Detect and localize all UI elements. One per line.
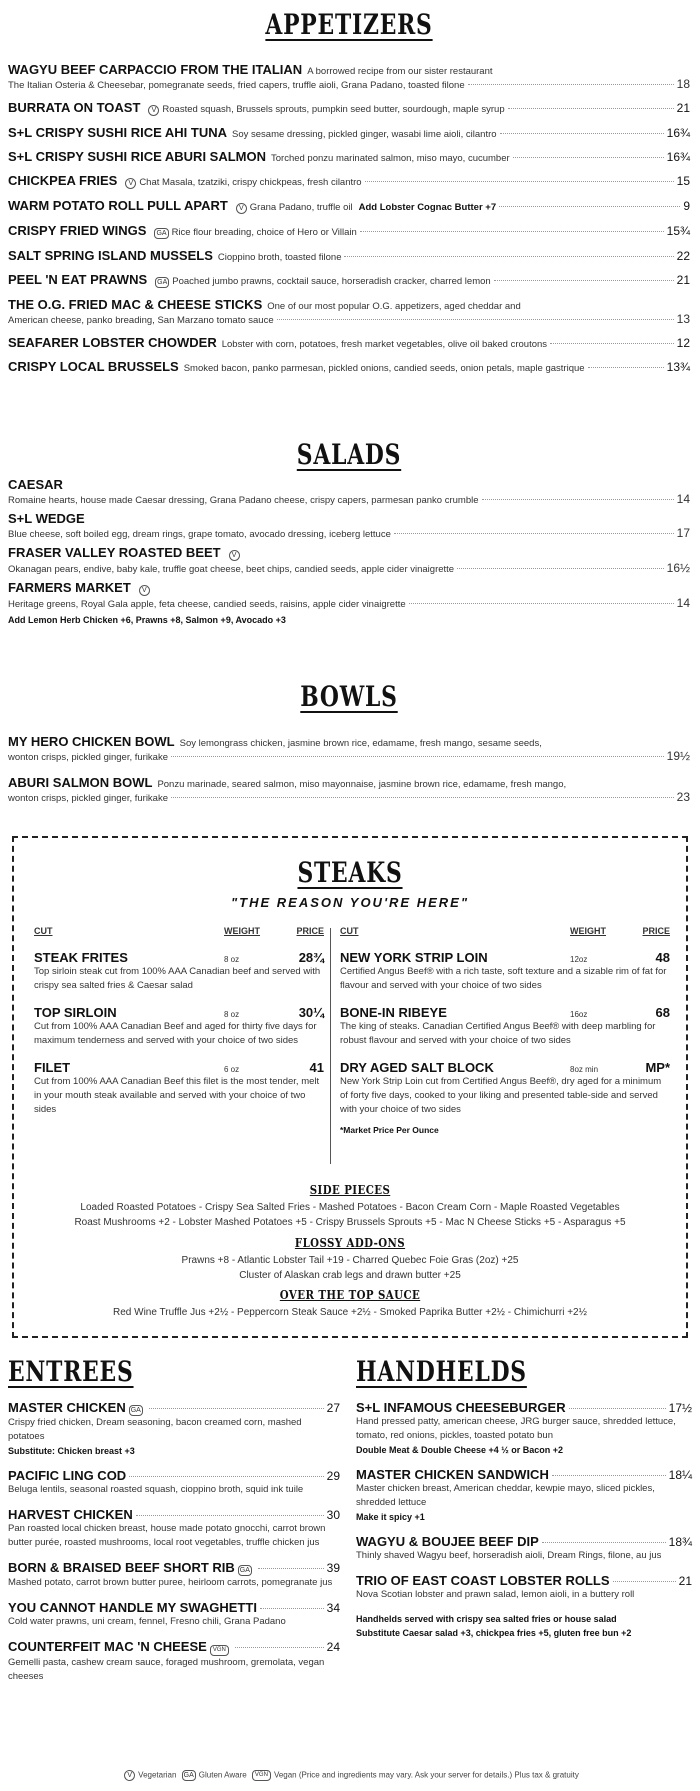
menu-item-header [356, 1467, 692, 1482]
steak-header [340, 950, 670, 965]
menu-item-price: 18¼ [668, 1468, 692, 1482]
menu-item-price: 21 [678, 1574, 692, 1588]
steaks-tagline: "THE REASON YOU'RE HERE" [231, 895, 469, 910]
menu-item-line [8, 580, 690, 596]
add-ons [14, 1236, 686, 1283]
menu-item-description: Romaine hearts, house made Caesar dressing, Grana Padano cheese, crispy capers, parmesan panko crumble [8, 495, 479, 506]
menu-item-description: Lobster with corn, potatoes, fresh market vegetables, olive oil baked croutons [221, 339, 548, 350]
menu-item-name: FARMERS MARKET [8, 580, 131, 595]
handhelds-note: Handhelds served with crispy sea salted fries or house salad [356, 1614, 617, 1624]
menu-item-description: Grana Padano, truffle oil [249, 202, 353, 213]
salad-addons-note: Add Lemon Herb Chicken +6, Prawns +8, Salmon +9, Avocado +3 [8, 615, 286, 625]
market-price-note: *Market Price Per Ounce [340, 1125, 439, 1135]
menu-item-line [8, 734, 690, 749]
menu-item-name: WAGYU BEEF CARPACCIO FROM THE ITALIAN [8, 62, 303, 77]
menu-item [8, 1468, 340, 1497]
menu-item-header [356, 1573, 692, 1588]
menu-item-description: Okanagan pears, endive, baby kale, truffle goat cheese, beet chips, candied seeds, apple cider vinaigrette [8, 564, 455, 575]
menu-item-line [8, 545, 690, 561]
menu-item-line [8, 248, 690, 263]
menu-item-line [8, 173, 690, 189]
dot-leader [136, 1515, 324, 1516]
menu-item-header [8, 1560, 340, 1576]
menu-item [8, 198, 690, 214]
menu-item-line [8, 596, 690, 610]
menu-item [8, 149, 690, 164]
menu-item [8, 335, 690, 350]
menu-item-substitute: Double Meat & Double Cheese +4 ½ or Bacon +2 [356, 1445, 564, 1455]
steak-description: Top sirloin steak cut from 100% AAA Canadian beef and served with crispy sea salted fries & Caesar salad [34, 966, 321, 991]
steak-price: MP* [645, 1060, 670, 1075]
menu-item-price: 9 [683, 199, 690, 213]
handhelds-note: Substitute Caesar salad +3, chickpea fries +5, gluten free bun +2 [356, 1628, 632, 1638]
add-ons-heading: FLOSSY ADD-ONS [294, 1236, 406, 1250]
menu-item-name: WARM POTATO ROLL PULL APART [8, 198, 228, 213]
menu-item-substitute: Substitute: Chicken breast +3 [8, 1446, 135, 1456]
menu-item [8, 477, 690, 506]
menu-item-line [8, 359, 690, 374]
menu-item-description: Blue cheese, soft boiled egg, dream rings, grape tomato, avocado dressing, iceberg lettuce [8, 529, 391, 540]
dot-leader [588, 367, 664, 368]
appetizers-heading: APPETIZERS [265, 8, 433, 41]
bowls-list [8, 734, 690, 816]
menu-item-line [8, 100, 690, 116]
menu-item-description: Crispy fried chicken, Dream seasoning, bacon creamed corn, mashed potatoes [8, 1417, 302, 1442]
menu-item-name: FRASER VALLEY ROASTED BEET [8, 545, 221, 560]
menu-item-price: 18 [676, 77, 690, 91]
menu-item-name: MY HERO CHICKEN BOWL [8, 734, 175, 749]
menu-item-price: 30 [326, 1508, 340, 1522]
steak-name: STEAK FRITES [34, 950, 128, 965]
menu-item-name: S+L INFAMOUS CHEESEBURGER [356, 1400, 566, 1415]
side-pieces-heading: SIDE PIECES [309, 1183, 391, 1197]
menu-item-name: PEEL 'N EAT PRAWNS [8, 272, 148, 287]
vegetarian-icon: V [148, 105, 159, 116]
menu-item-description: A borrowed recipe from our sister restaurant [307, 66, 493, 77]
dot-leader [457, 568, 664, 569]
cut-header: CUT [340, 926, 359, 936]
steak-price: 48 [655, 950, 670, 965]
menu-item-name: COUNTERFEIT MAC 'N CHEESE [8, 1639, 207, 1654]
menu-item-name: SALT SPRING ISLAND MUSSELS [8, 248, 213, 263]
gluten-aware-icon: GA [183, 1772, 194, 1779]
dot-leader [258, 1568, 324, 1569]
appetizers-section [8, 8, 690, 41]
menu-item [8, 173, 690, 189]
menu-item-header [8, 1400, 340, 1416]
menu-item-price: 39 [326, 1561, 340, 1575]
vegetarian-icon: V [139, 585, 150, 596]
weight-header: WEIGHT [224, 926, 260, 936]
menu-item-header [8, 1507, 340, 1522]
menu-item-line [8, 561, 690, 575]
menu-item-line [8, 125, 690, 140]
menu-item-name: BORN & BRAISED BEEF SHORT RIB [8, 1560, 235, 1575]
dot-leader [171, 756, 664, 757]
menu-item-line [8, 526, 690, 540]
salads-heading: SALADS [296, 438, 402, 471]
menu-item-description: Smoked bacon, panko parmesan, pickled onions, candied seeds, onion petals, maple gastrique [183, 363, 585, 374]
steak-item [34, 1060, 324, 1117]
menu-item-price: 13 [676, 312, 690, 326]
steak-description: Cut from 100% AAA Canadian Beef and aged for thirty five days for maximum tenderness and served with your choice of two sides [34, 1021, 317, 1046]
menu-item-description: American cheese, panko breading, San Marzano tomato sauce [8, 315, 274, 326]
steak-weight: 8oz min [570, 1065, 599, 1074]
dot-leader [360, 231, 664, 232]
menu-item-line [8, 477, 690, 492]
steak-price: 68 [655, 1005, 670, 1020]
steaks-box [12, 836, 688, 1338]
menu-item-name: SEAFARER LOBSTER CHOWDER [8, 335, 217, 350]
dot-leader [260, 1608, 324, 1609]
menu-item-price: 14 [676, 596, 690, 610]
dietary-legend [0, 1770, 700, 1781]
menu-item-description: Soy lemongrass chicken, jasmine brown rice, edamame, fresh mango, sesame seeds, [179, 738, 542, 749]
menu-item-description: Master chicken breast, American cheddar, kewpie mayo, sliced pickles, shredded lettuce [356, 1483, 655, 1508]
dot-leader [513, 157, 664, 158]
menu-item-line [8, 62, 690, 77]
menu-item-description: Nova Scotian lobster and prawn salad, lemon aioli, in a buttery roll [356, 1589, 635, 1600]
menu-item-name: ABURI SALMON BOWL [8, 775, 153, 790]
dot-leader [171, 797, 674, 798]
menu-item-name: S+L CRISPY SUSHI RICE ABURI SALMON [8, 149, 266, 164]
side-pieces-line: Loaded Roasted Potatoes - Crispy Sea Salted Fries - Mashed Potatoes - Bacon Cream Corn - Maple Roasted Vegetables [80, 1202, 620, 1213]
bowls-heading: BOWLS [300, 680, 398, 713]
menu-item-description: wonton crisps, pickled ginger, furikake [8, 793, 168, 804]
menu-item-price: 12 [676, 336, 690, 350]
steaks-right-header [340, 926, 670, 936]
steak-description: Certified Angus Beef® with a rich taste, soft texture and a sizable rim of fat for flavour and served with your choice of two sides [340, 966, 667, 991]
menu-item-header [356, 1534, 692, 1549]
menu-item-description: Thinly shaved Wagyu beef, horseradish aioli, Dream Rings, filone, au jus [356, 1550, 662, 1561]
menu-item-description: Chat Masala, tzatziki, crispy chickpeas, fresh cilantro [139, 177, 362, 188]
menu-item-description: Beluga lentils, seasonal roasted squash, cioppino broth, squid ink tuile [8, 1484, 304, 1495]
menu-item-description: One of our most popular O.G. appetizers, aged cheddar and [267, 301, 521, 312]
vegetarian-icon: V [124, 1770, 135, 1781]
steak-header [34, 1005, 324, 1020]
menu-item-price: 24 [326, 1640, 340, 1654]
menu-item-description: The Italian Osteria & Cheesebar, pomegranate seeds, fried capers, truffle aioli, Grana Padano, toasted filone [8, 80, 465, 91]
menu-item-name: CRISPY LOCAL BRUSSELS [8, 359, 179, 374]
menu-item [356, 1400, 692, 1457]
dot-leader [394, 533, 674, 534]
menu-item [356, 1467, 692, 1524]
steak-name: TOP SIRLOIN [34, 1005, 117, 1020]
menu-item-name: CRISPY FRIED WINGS [8, 223, 147, 238]
menu-item-price: 13¾ [666, 360, 690, 374]
dot-leader [277, 319, 674, 320]
dot-leader [409, 603, 674, 604]
gluten-aware-icon: GA [130, 1407, 141, 1414]
dot-leader [235, 1647, 324, 1648]
menu-item-description: Gemelli pasta, cashew cream sauce, foraged mushroom, gremolata, vegan cheeses [8, 1657, 325, 1682]
steak-price: 30¼ [298, 1005, 324, 1020]
dot-leader [569, 1408, 666, 1409]
steak-header [34, 1060, 324, 1075]
handhelds-section [356, 1355, 692, 1650]
steak-price: 28¾ [298, 950, 324, 965]
menu-item-addon: Add Lobster Cognac Butter +7 [358, 202, 497, 213]
menu-item-line [8, 492, 690, 506]
steak-weight: 16oz [570, 1010, 588, 1019]
dot-leader [552, 1475, 666, 1476]
salads-section [8, 438, 690, 471]
menu-item-description: wonton crisps, pickled ginger, furikake [8, 752, 168, 763]
steak-name: DRY AGED SALT BLOCK [340, 1060, 494, 1075]
steak-description: Cut from 100% AAA Canadian Beef this filet is the most tender, melt in your mouth steak available and served with your choice of two sides [34, 1076, 320, 1115]
vegan-icon: VGN [252, 1770, 271, 1781]
menu-item-name: PACIFIC LING COD [8, 1468, 127, 1483]
steak-weight: 6 oz [224, 1065, 240, 1074]
menu-item-line [8, 790, 690, 804]
menu-item-line [8, 775, 690, 790]
menu-item-description: Cold water prawns, uni cream, fennel, Fresno chili, Grana Padano [8, 1616, 286, 1627]
column-divider [330, 928, 331, 1164]
menu-item-price: 18¾ [668, 1535, 692, 1549]
steak-item [34, 950, 324, 993]
menu-item-price: 23 [676, 790, 690, 804]
dot-leader [468, 84, 674, 85]
price-header: PRICE [296, 926, 324, 936]
menu-item [8, 580, 690, 610]
menu-item [8, 272, 690, 288]
menu-item-description: Heritage greens, Royal Gala apple, feta cheese, candied seeds, raisins, apple cider vinaigrette [8, 599, 406, 610]
menu-item-price: 21 [676, 101, 690, 115]
steak-header [34, 950, 324, 965]
menu-item [8, 223, 690, 239]
menu-item-price: 22 [676, 249, 690, 263]
menu-item-price: 16½ [666, 561, 690, 575]
dot-leader [550, 343, 674, 344]
menu-item-name: THE O.G. FRIED MAC & CHEESE STICKS [8, 297, 263, 312]
dot-leader [508, 108, 674, 109]
entrees-heading: ENTREES [8, 1355, 134, 1388]
cut-header: CUT [34, 926, 53, 936]
menu-item [8, 125, 690, 140]
menu-item-price: 29 [326, 1469, 340, 1483]
steaks-right-column [340, 926, 670, 1135]
menu-item-description: Soy sesame dressing, pickled ginger, wasabi lime aioli, cilantro [232, 129, 497, 140]
menu-item [8, 545, 690, 575]
side-pieces [14, 1183, 686, 1230]
menu-item-price: 16¾ [666, 126, 690, 140]
menu-item-price: 19½ [666, 749, 690, 763]
menu-item-substitute: Make it spicy +1 [356, 1512, 425, 1522]
gluten-aware-icon: GA [156, 230, 167, 237]
menu-item-header [8, 1639, 340, 1656]
dot-leader [499, 206, 680, 207]
menu-item [8, 511, 690, 540]
gluten-aware-icon: GA [157, 279, 168, 286]
steaks-left-header [34, 926, 324, 936]
legend-vegetarian: Vegetarian [138, 1770, 177, 1780]
vegan-icon: VGN [210, 1645, 229, 1656]
dot-leader [149, 1408, 324, 1409]
menu-item [8, 359, 690, 374]
gluten-aware-icon: GA [239, 1567, 250, 1574]
menu-item-price: 16¾ [666, 150, 690, 164]
menu-item [8, 100, 690, 116]
menu-item-name: WAGYU & BOUJEE BEEF DIP [356, 1534, 539, 1549]
steak-description: The king of steaks. Canadian Certified Angus Beef® with deep marbling for robust flavour and served with your choice of two sides [340, 1021, 656, 1046]
menu-item-description: Mashed potato, carrot brown butter puree, heirloom carrots, pomegranate jus [8, 1577, 333, 1588]
menu-item-price: 15 [676, 174, 690, 188]
menu-item-header [8, 1468, 340, 1483]
menu-item-description: Roasted squash, Brussels sprouts, pumpkin seed butter, sourdough, maple syrup [162, 104, 505, 115]
steak-weight: 8 oz [224, 955, 240, 964]
menu-item-description: Rice flour breading, choice of Hero or Villain [171, 227, 357, 238]
price-header: PRICE [642, 926, 670, 936]
salads-list [8, 477, 690, 625]
side-pieces-line: Roast Mushrooms +2 - Lobster Mashed Potatoes +5 - Crispy Brussels Sprouts +5 - Mac N Cheese Sticks +5 - Asparagus +5 [74, 1217, 626, 1228]
vegetarian-icon: V [229, 550, 240, 561]
menu-item-header [8, 1600, 340, 1615]
menu-item-description: Poached jumbo prawns, cocktail sauce, horseradish cracker, charred lemon [172, 276, 491, 287]
dot-leader [613, 1581, 676, 1582]
legend-gluten-aware: Gluten Aware [198, 1770, 247, 1780]
menu-item-name: CAESAR [8, 477, 63, 492]
dot-leader [365, 181, 674, 182]
menu-item-price: 17½ [668, 1401, 692, 1415]
add-ons-line: Prawns +8 - Atlantic Lobster Tail +19 - Charred Quebec Foie Gras (2oz) +25 [181, 1255, 519, 1266]
menu-item-line [8, 749, 690, 763]
menu-item [8, 1639, 340, 1684]
menu-item-name: BURRATA ON TOAST [8, 100, 141, 115]
menu-item [8, 297, 690, 326]
menu-item-price: 14 [676, 492, 690, 506]
steak-header [340, 1005, 670, 1020]
steak-header [340, 1060, 670, 1075]
menu-item [356, 1573, 692, 1602]
vegetarian-icon: V [236, 203, 247, 214]
steak-price: 41 [309, 1060, 324, 1075]
menu-item [8, 1400, 340, 1458]
menu-item-line [8, 272, 690, 288]
sauces-heading: OVER THE TOP SAUCE [279, 1288, 421, 1302]
menu-item-name: TRIO OF EAST COAST LOBSTER ROLLS [356, 1573, 610, 1588]
dot-leader [542, 1542, 666, 1543]
menu-item-price: 21 [676, 273, 690, 287]
steak-item [340, 1005, 670, 1048]
menu-item-line [8, 335, 690, 350]
dot-leader [500, 133, 664, 134]
menu-item-price: 15¾ [666, 224, 690, 238]
menu-item-name: CHICKPEA FRIES [8, 173, 118, 188]
menu-item [8, 1560, 340, 1590]
vegetarian-icon: V [125, 178, 136, 189]
appetizers-list [8, 62, 690, 383]
dot-leader [129, 1476, 323, 1477]
menu-item-line [8, 297, 690, 312]
menu-item [356, 1534, 692, 1563]
sauces-line: Red Wine Truffle Jus +2½ - Peppercorn Steak Sauce +2½ - Smoked Paprika Butter +2½ - Chimichurri +2½ [113, 1307, 587, 1318]
menu-item [8, 734, 690, 763]
menu-item-name: MASTER CHICKEN [8, 1400, 126, 1415]
steak-weight: 12oz [570, 955, 588, 964]
menu-item-line [8, 77, 690, 91]
menu-item [8, 248, 690, 263]
menu-item-line [8, 511, 690, 526]
menu-item-name: YOU CANNOT HANDLE MY SWAGHETTI [8, 1600, 257, 1615]
menu-item-description: Hand pressed patty, american cheese, JRG burger sauce, shredded lettuce, tomato, red onions, pickles, toasted potato bun [356, 1416, 676, 1441]
menu-item [8, 62, 690, 91]
menu-item-description: Torched ponzu marinated salmon, miso mayo, cucumber [271, 153, 510, 164]
handhelds-heading: HANDHELDS [356, 1355, 527, 1388]
steak-name: NEW YORK STRIP LOIN [340, 950, 488, 965]
menu-item [8, 1600, 340, 1629]
menu-item-line [8, 149, 690, 164]
menu-item-description: Cioppino broth, toasted filone [217, 252, 342, 263]
entrees-section [8, 1355, 340, 1694]
steak-item [34, 1005, 324, 1048]
menu-item-name: S+L WEDGE [8, 511, 85, 526]
bowls-section [8, 680, 690, 713]
steak-name: BONE-IN RIBEYE [340, 1005, 447, 1020]
menu-item-line [8, 312, 690, 326]
weight-header: WEIGHT [570, 926, 606, 936]
menu-item-description: Pan roasted local chicken breast, house made potato gnocchi, carrot brown butter purée, roasted mushrooms, local root vegetables, truffle chicken jus [8, 1523, 326, 1548]
sauces [14, 1288, 686, 1320]
steak-item [340, 950, 670, 993]
menu-item-line [8, 198, 690, 214]
dot-leader [482, 499, 674, 500]
add-ons-line: Cluster of Alaskan crab legs and drawn butter +25 [239, 1270, 461, 1281]
steak-item [340, 1060, 670, 1117]
steak-description: New York Strip Loin cut from Certified Angus Beef®, dry aged for a minimum of forty five days, cooked to your liking and presented table-side and served with your choice of two sides [340, 1076, 662, 1115]
menu-item-price: 17 [676, 526, 690, 540]
steaks-left-column [34, 926, 324, 1129]
menu-item [8, 1507, 340, 1550]
menu-item-description: Ponzu marinade, seared salmon, miso mayonnaise, jasmine brown rice, edamame, fresh mango, [157, 779, 567, 790]
menu-item-name: MASTER CHICKEN SANDWICH [356, 1467, 549, 1482]
steak-weight: 8 oz [224, 1010, 240, 1019]
menu-item-name: HARVEST CHICKEN [8, 1507, 133, 1522]
legend-vegan: Vegan (Price and ingredients may vary. Ask your server for details.) Plus tax & gratuity [273, 1770, 579, 1780]
menu-item [8, 775, 690, 804]
dot-leader [344, 256, 673, 257]
steak-name: FILET [34, 1060, 71, 1075]
dot-leader [494, 280, 674, 281]
menu-item-price: 27 [326, 1401, 340, 1415]
menu-item-header [356, 1400, 692, 1415]
menu-item-line [8, 223, 690, 239]
steaks-heading: STEAKS [297, 856, 403, 889]
menu-item-name: S+L CRISPY SUSHI RICE AHI TUNA [8, 125, 227, 140]
menu-item-price: 34 [326, 1601, 340, 1615]
